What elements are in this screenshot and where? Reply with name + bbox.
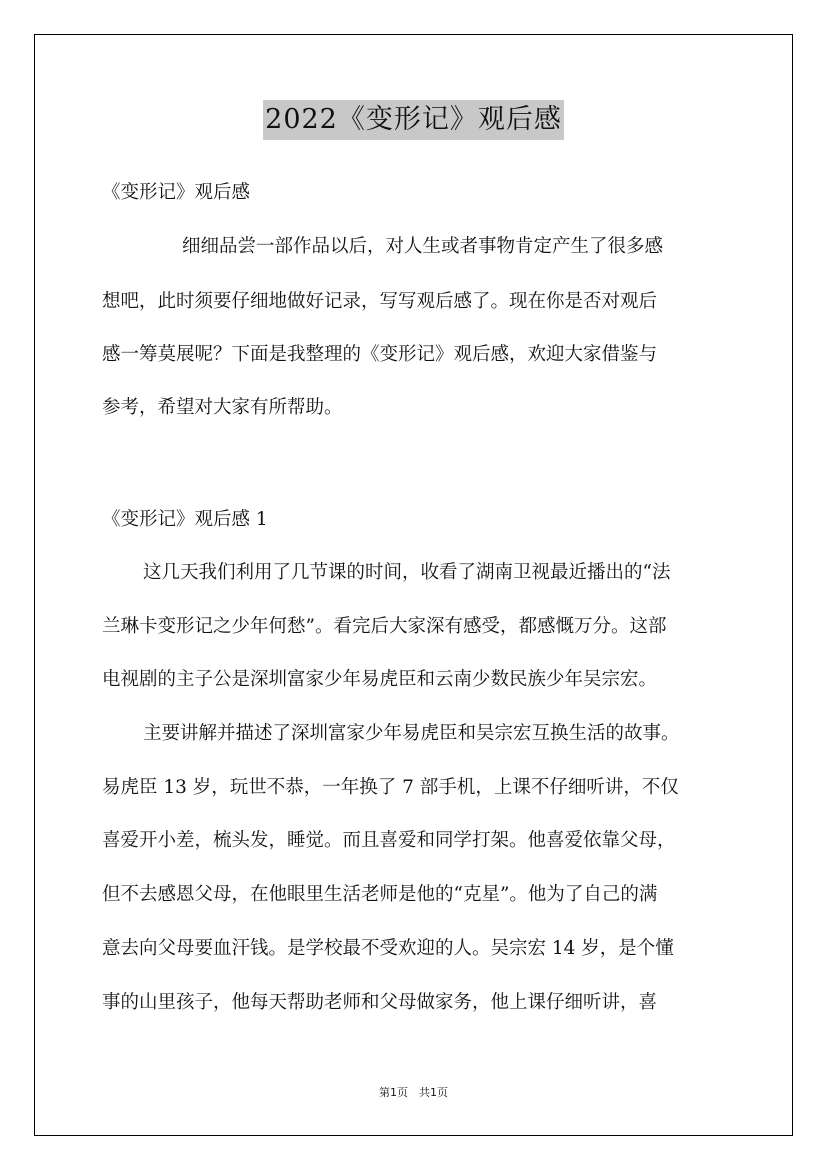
body-line: 意去向父母要血汗钱。是学校最不受欢迎的人。吴宗宏 14 岁，是个懂 [102,938,674,959]
body-line: 这几天我们利用了几节课的时间，收看了湖南卫视最近播出的“法 [143,562,671,583]
body-line: 易虎臣 13 岁，玩世不恭，一年换了 7 部手机，上课不仔细听讲，不仅 [102,777,679,798]
intro-line: 参考，希望对大家有所帮助。 [102,397,343,418]
intro-line: 想吧，此时须要仔细地做好记录，写写观后感了。现在你是否对观后 [102,291,658,312]
body-line: 电视剧的主子公是深圳富家少年易虎臣和云南少数民族少年吴宗宏。 [102,669,658,690]
body-line: 喜爱开小差，梳头发，睡觉。而且喜爱和同学打架。他喜爱依靠父母， [102,830,676,851]
intro-line: 感一筹莫展呢？下面是我整理的《变形记》观后感，欢迎大家借鉴与 [102,344,658,365]
body-line: 主要讲解并描述了深圳富家少年易虎臣和吴宗宏互换生活的故事。 [143,723,680,744]
body-line: 事的山里孩子，他每天帮助老师和父母做家务，他上课仔细听讲，喜 [102,992,658,1013]
intro-line: 细细品尝一部作品以后，对人生或者事物肯定产生了很多感 [182,236,664,257]
page-footer: 第1页 共1页 [379,1086,448,1099]
section-heading: 《变形记》观后感 1 [102,509,268,530]
body-line: 兰琳卡变形记之少年何愁”。看完后大家深有感受，都感慨万分。这部 [102,616,667,637]
subtitle: 《变形记》观后感 [102,182,251,203]
document-title: 2022《变形记》观后感 [263,100,564,140]
body-line: 但不去感恩父母，在他眼里生活老师是他的“克星”。他为了自己的满 [102,884,658,905]
